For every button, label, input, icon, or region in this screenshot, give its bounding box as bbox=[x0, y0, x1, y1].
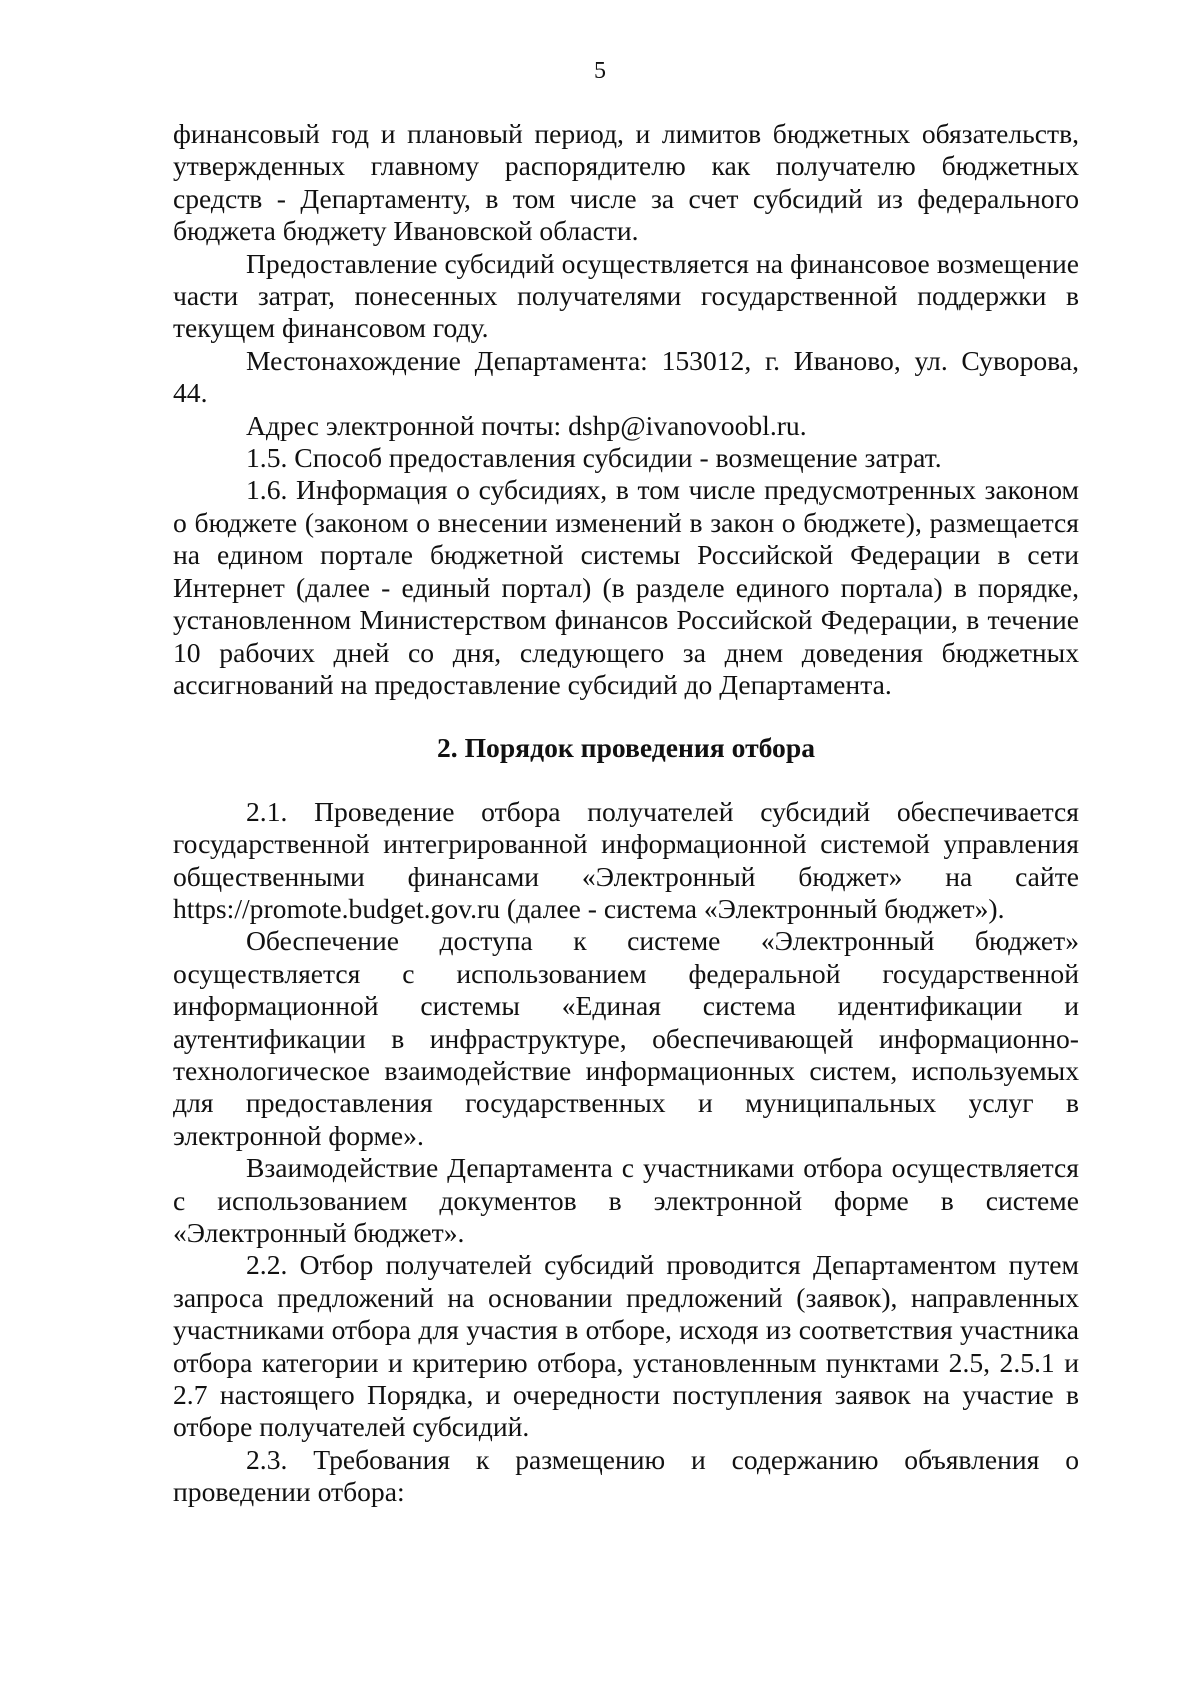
section-heading: 2. Порядок проведения отбора bbox=[436, 732, 815, 764]
page-number: 5 bbox=[594, 58, 606, 84]
paragraph-department-address: Местонахождение Департамента: 153012, г. Иваново, ул. Суворова, 44. bbox=[173, 344, 1079, 409]
paragraph-subsidy-purpose: Предоставление субсидий осуществляется на финансовое возмещение части затрат, понесенных получателями государственной поддержки в текущем финансовом году. bbox=[173, 247, 1079, 344]
paragraph-access: Обеспечение доступа к системе «Электронный бюджет» осуществляется с использованием федеральной государственной информационной системы «Единая система идентификации и аутентификации в инфраструктуре, обеспечивающей информационно-технологическое взаимодействие информационных систем, используемых для предоставления государственных и муниципальных услуг в электронной форме». bbox=[173, 925, 1079, 1151]
paragraph-2-1: 2.1. Проведение отбора получателей субсидий обеспечивается государственной интегрированной информационной системой управления общественными финансами «Электронный бюджет» на сайте https://promote.budget.gov.ru (далее - система «Электронный бюджет»). bbox=[173, 795, 1079, 924]
paragraph-interaction: Взаимодействие Департамента с участниками отбора осуществляется с использованием документов в электронной форме в системе «Электронный бюджет». bbox=[173, 1152, 1079, 1248]
paragraph-continuation: финансовый год и плановый период, и лимитов бюджетных обязательств, утвержденных главному распорядителю как получателю бюджетных средств - Департаменту, в том числе за счет субсидий из федерального бюджета бюджету Ивановской области. bbox=[173, 118, 1079, 247]
paragraph-2-3: 2.3. Требования к размещению и содержанию объявления о проведении отбора: bbox=[173, 1443, 1079, 1508]
paragraph-1-6: 1.6. Информация о субсидиях, в том числе предусмотренных законом о бюджете (законом о внесении изменений в закон о бюджете), размещается на едином портале бюджетной системы Российской Федерации в сети Интернет (далее - единый портал) (в разделе единого портала) в порядке, установленном Министерством финансов Российской Федерации, в течение 10 рабочих дней со дня, следующего за днем доведения бюджетных ассигнований на предоставление субсидий до Департамента. bbox=[173, 474, 1079, 700]
document-body bbox=[173, 118, 1079, 1509]
paragraph-1-5: 1.5. Способ предоставления субсидии - возмещение затрат. bbox=[246, 442, 942, 474]
paragraph-email: Адрес электронной почты: dshp@ivanovoobl.ru. bbox=[246, 409, 807, 441]
paragraph-2-2: 2.2. Отбор получателей субсидий проводится Департаментом путем запроса предложений на основании предложений (заявок), направленных участниками отбора для участия в отборе, исходя из соответствия участника отбора категории и критерию отбора, установленным пунктами 2.5, 2.5.1 и 2.7 настоящего Порядка, и очередности поступления заявок на участие в отборе получателей субсидий. bbox=[173, 1249, 1079, 1443]
